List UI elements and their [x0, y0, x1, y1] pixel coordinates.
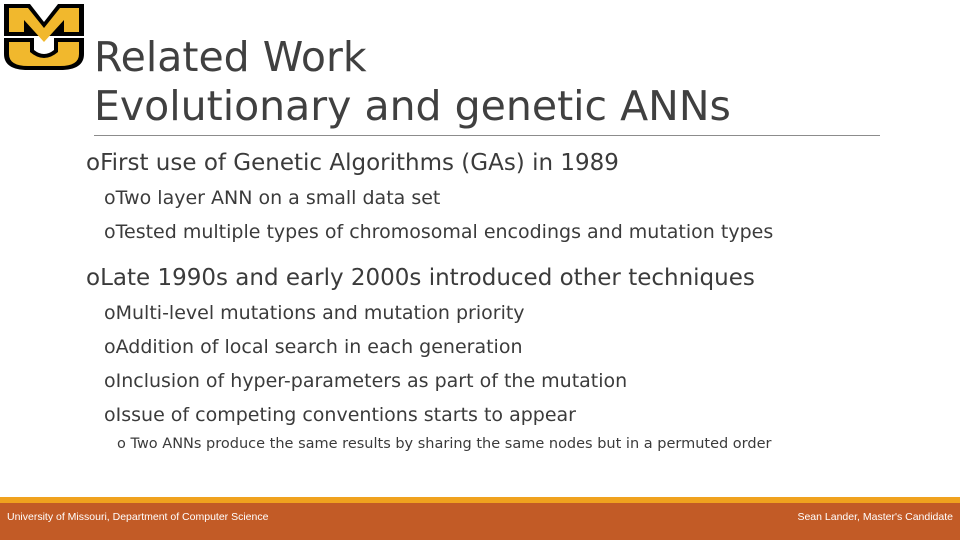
- mizzou-logo: [0, 0, 88, 72]
- bullet-level2: [104, 404, 576, 426]
- footer-left-text: University of Missouri, Department of Computer Science: [7, 511, 269, 523]
- bullet-marker: o: [104, 370, 116, 392]
- bullet-text: Tested multiple types of chromosomal encodings and mutation types: [115, 221, 774, 243]
- bullet-level2: [104, 302, 525, 324]
- bullet-text: Late 1990s and early 2000s introduced other techniques: [100, 265, 755, 291]
- bullet-text: Multi-level mutations and mutation priority: [115, 302, 525, 324]
- bullet-marker: o: [104, 221, 116, 243]
- bullet-level1: [86, 150, 619, 176]
- slide-title: [94, 33, 731, 131]
- bullet-marker: o: [104, 336, 116, 358]
- footer-bar: [0, 503, 960, 540]
- title-line-1: Related Work: [94, 33, 367, 81]
- bullet-text: Two ANNs produce the same results by sharing the same nodes but in a permuted order: [130, 436, 772, 452]
- title-divider: [94, 135, 880, 136]
- title-line-2: Evolutionary and genetic ANNs: [94, 82, 731, 130]
- bullet-marker: o: [86, 150, 101, 176]
- bullet-marker: o: [86, 265, 101, 291]
- bullet-text: Inclusion of hyper-parameters as part of the mutation: [115, 370, 628, 392]
- bullet-text: Issue of competing conventions starts to appear: [115, 404, 576, 426]
- bullet-text: Two layer ANN on a small data set: [115, 187, 441, 209]
- bullet-text: Addition of local search in each generation: [115, 336, 523, 358]
- bullet-marker: o: [117, 436, 126, 452]
- bullet-marker: o: [104, 404, 116, 426]
- bullet-level3: [117, 436, 771, 452]
- bullet-marker: o: [104, 302, 116, 324]
- bullet-level2: [104, 370, 627, 392]
- bullet-level2: [104, 187, 440, 209]
- bullet-level1: [86, 265, 755, 291]
- footer-right-text: Sean Lander, Master's Candidate: [797, 511, 953, 523]
- bullet-level2: [104, 336, 523, 358]
- bullet-level2: [104, 221, 773, 243]
- bullet-text: First use of Genetic Algorithms (GAs) in 1989: [100, 150, 619, 176]
- bullet-marker: o: [104, 187, 116, 209]
